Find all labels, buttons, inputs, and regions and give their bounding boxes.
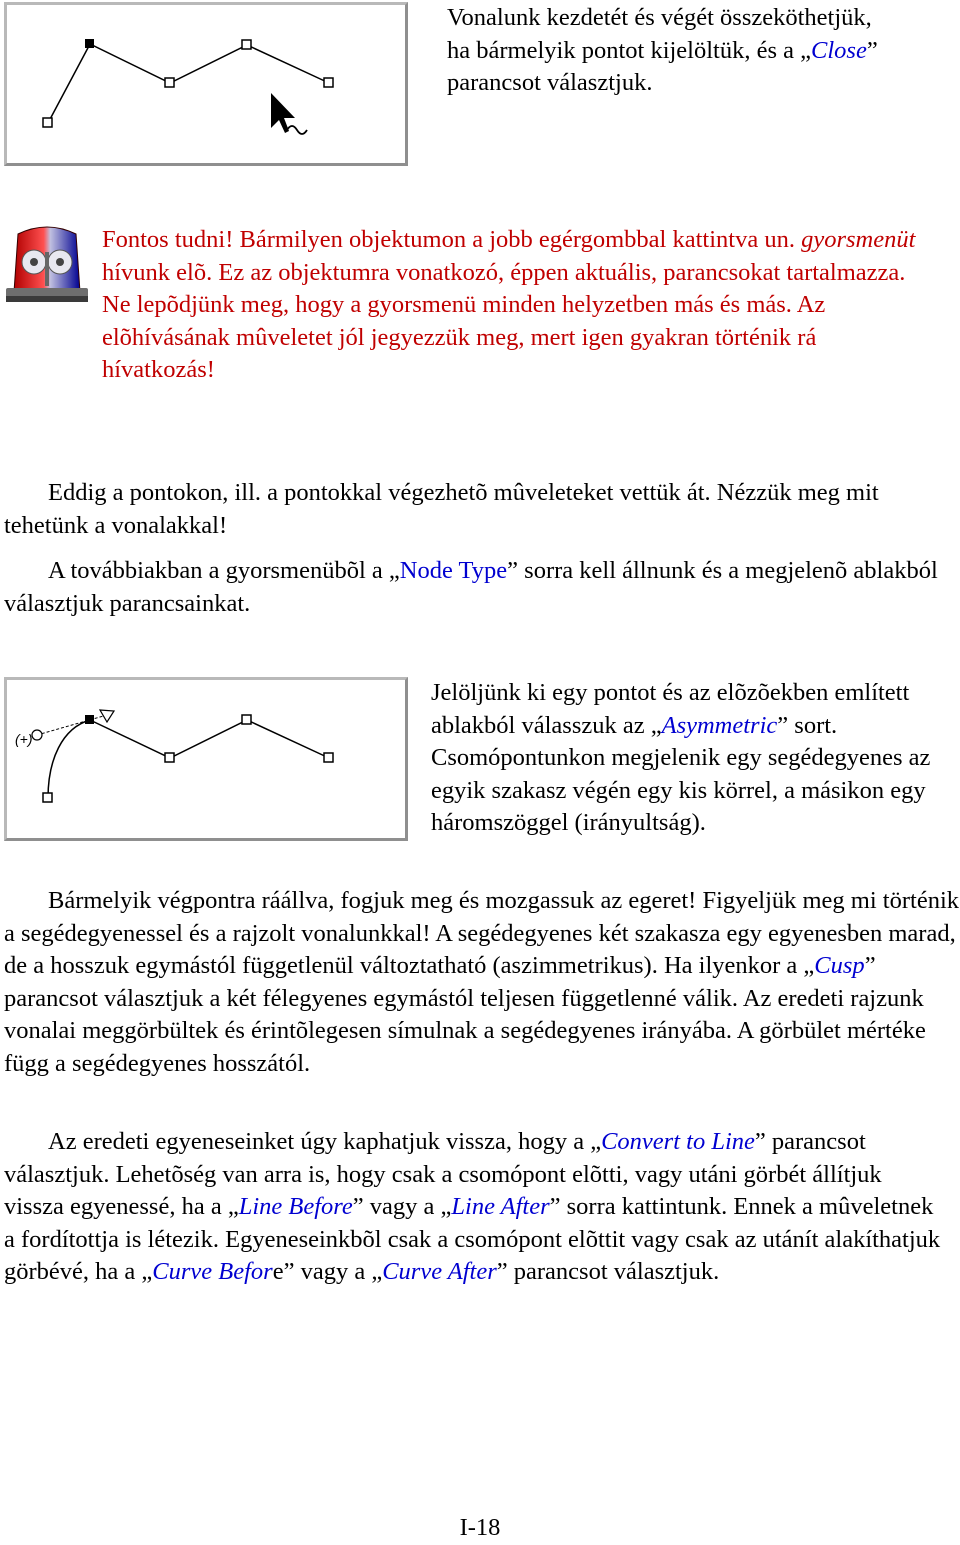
- term-node-type: Node Type: [399, 557, 508, 584]
- term-close: Close: [811, 36, 867, 64]
- warning-siren-icon: [4, 222, 90, 308]
- term-curve-before: Curve Befor: [152, 1258, 273, 1285]
- term-curve-after: Curve After: [382, 1258, 497, 1285]
- term-convert-to-line: Convert to Line: [601, 1128, 755, 1155]
- polyline-close-drawing: [7, 5, 405, 163]
- paragraph-cusp: Bármelyik végpontra ráállva, fogjuk meg és mozgassuk az egeret! Figyeljük meg mi történik a segédegyenessel és a rajzolt vonalunkkal! A segédegyenes két szakasza egy egyenesben marad, de a hosszuk egymástól függetlenül változtatható (aszimmetrikus). Ha ilyenkor a „Cusp” parancsot választjuk a két félegyenes egymástól teljesen függetlenné válik. Az eredeti rajzunk vonalai meggörbültek és érintõlegesen símulnak a segédegyenes irányába. A görbület mértéke függ a segédegyenes hosszától.: [4, 887, 959, 1077]
- term-cusp: Cusp: [814, 952, 865, 979]
- asymmetric-node-drawing: [7, 680, 405, 838]
- page-number: I-18: [459, 1514, 501, 1541]
- note-paragraph: Fontos tudni! Bármilyen objektumon a jobb egérgombbal kattintva un. gyorsmenüt hívunk elõ. Ez az objektumra vonatkozó, éppen aktuális, parancsokat tartalmazza. Ne lepõdjünk meg, hogy a gyorsmenü minden helyzetben más és más. Az elõhívásának mûveletet jól jegyezzük meg, mert igen gyakran történik rá hívatkozás!: [102, 226, 916, 383]
- paragraph-convert-to-line: Az eredeti egyeneseinket úgy kaphatjuk vissza, hogy a „Convert to Line” parancsot választjuk. Lehetõség van arra is, hogy csak a csomópont elõtti, vagy utáni görbét állítjuk vissza egyenessé, ha a „Line Before” vagy a „Line After” sorra kattintunk. Ennek a mûveletnek a fordítottja is létezik. Egyeneseinkbõl csak a csomópont elõttit vagy csak az utánít alakíthatjuk görbévé, ha a „Curve Before” vagy a „Curve After” parancsot választjuk.: [4, 1128, 941, 1285]
- close-description: Vonalunk kezdetét és végét összeköthetjük, ha bármelyik pontot kijelöltük, és a „Close” parancsot választjuk.: [447, 4, 878, 96]
- paragraph-node-type: A továbbiakban a gyorsmenübõl a „Node Type” sorra kell állnunk és a megjelenõ ablakból választjuk parancsainkat.: [4, 557, 938, 617]
- term-line-after: Line After: [451, 1193, 550, 1220]
- figure-close-polyline: [4, 2, 408, 166]
- term-asymmetric: Asymmetric: [661, 711, 778, 739]
- svg-text:(+): (+): [15, 731, 33, 747]
- term-gyorsmenu: gyorsmenüt: [801, 226, 916, 253]
- asymmetric-description: Jelöljünk ki egy pontot és az elõzõekben említett ablakból válasszuk az „Asymmetric” sort. Csomópontunkon megjelenik egy segédegyenes az egyik szakasz végén egy kis körrel, a másikon egy háromszöggel (irányultság).: [431, 679, 931, 836]
- paragraph-lines-intro: Eddig a pontokon, ill. a pontokkal végezhetõ mûveleteket vettük át. Nézzük meg mit tehetünk a vonalakkal!: [4, 479, 879, 539]
- term-line-before: Line Before: [238, 1193, 353, 1220]
- arrow-cursor-with-curve-icon: [271, 93, 307, 134]
- figure-asymmetric-node: [4, 677, 408, 841]
